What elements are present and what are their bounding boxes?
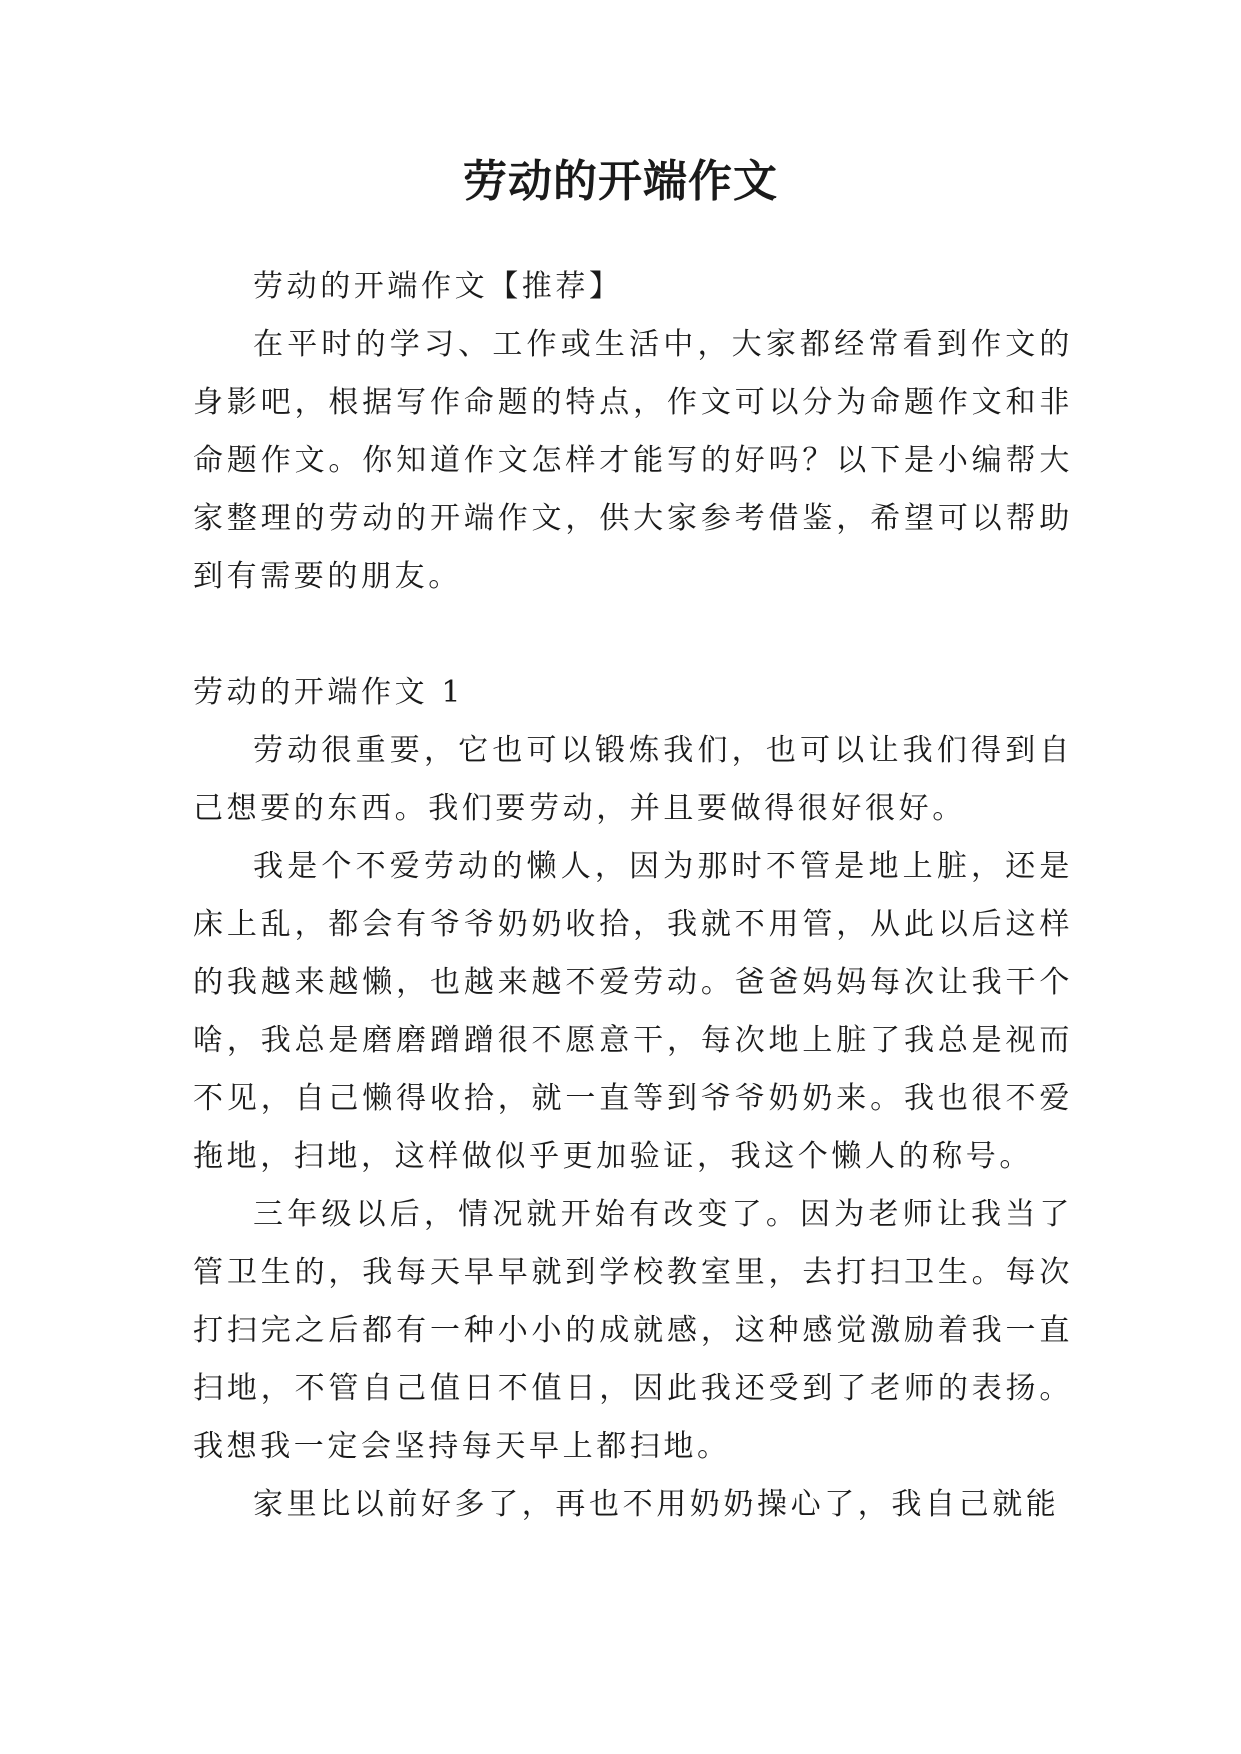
intro-paragraph: 在平时的学习、工作或生活中，大家都经常看到作文的身影吧，根据写作命题的特点，作文可以分为命题作文和非命题作文。你知道作文怎样才能写的好吗？以下是小编帮大家整理的劳动的开端作文，供大家参考借鉴，希望可以帮助到有需要的朋友。 — [193, 327, 1073, 594]
document-body — [193, 258, 1073, 1534]
section-heading: 劳动的开端作文 1 — [193, 675, 465, 710]
document-subtitle: 劳动的开端作文【推荐】 — [253, 269, 623, 304]
body-paragraph: 我是个不爱劳动的懒人，因为那时不管是地上脏，还是床上乱，都会有爷爷奶奶收拾，我就不用管，从此以后这样的我越来越懒，也越来越不爱劳动。爸爸妈妈每次让我干个啥，我总是磨磨蹭蹭很不愿意干，每次地上脏了我总是视而不见，自己懒得收拾，就一直等到爷爷奶奶来。我也很不爱拖地，扫地，这样做似乎更加验证，我这个懒人的称号。 — [193, 849, 1073, 1174]
body-paragraph: 劳动很重要，它也可以锻炼我们，也可以让我们得到自己想要的东西。我们要劳动，并且要做得很好很好。 — [193, 733, 1073, 826]
body-paragraph: 三年级以后，情况就开始有改变了。因为老师让我当了管卫生的，我每天早早就到学校教室里，去打扫卫生。每次打扫完之后都有一种小小的成就感，这种感觉激励着我一直扫地，不管自己值日不值日，因此我还受到了老师的表扬。我想我一定会坚持每天早上都扫地。 — [193, 1197, 1073, 1464]
section-spacer — [193, 606, 1073, 664]
document-title: 劳动的开端作文 — [463, 156, 778, 207]
body-paragraph: 家里比以前好多了，再也不用奶奶操心了，我自己就能 — [253, 1487, 1060, 1522]
